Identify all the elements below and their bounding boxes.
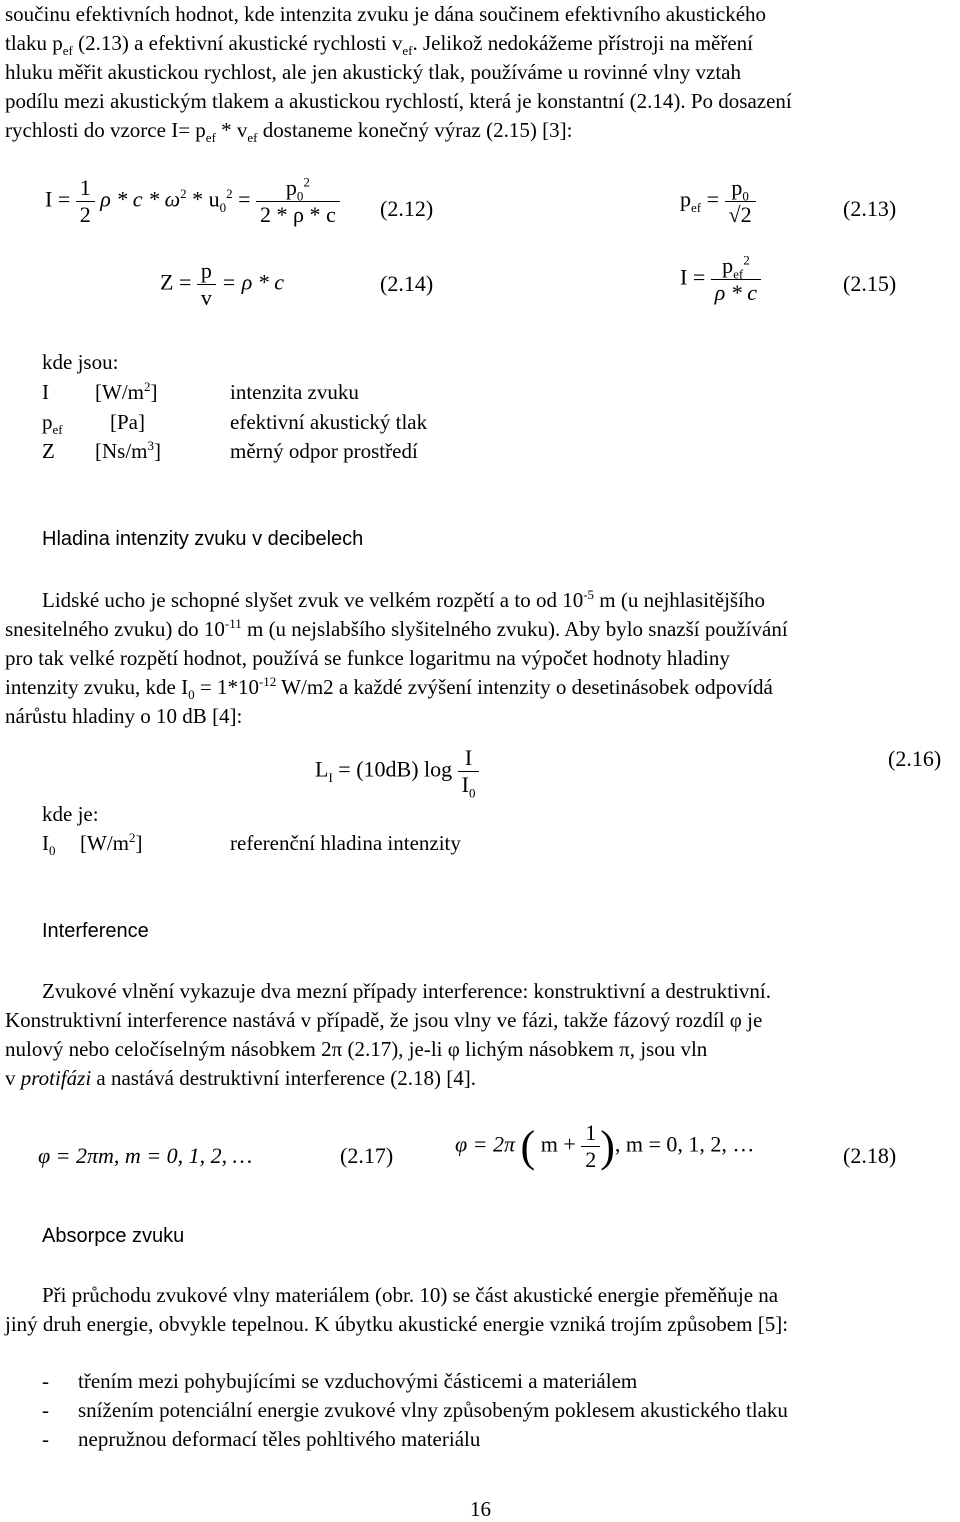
definition-description: měrný odpor prostředí [230, 439, 418, 463]
paragraph-line: Zvukové vlnění vykazuje dva mezní případy interference: konstruktivní a destruktivní. [42, 979, 771, 1003]
equation-2-18: φ = 2π ( m + $\frac{1}{2}$ ), m = 0, 1, 2, … [455, 1120, 755, 1172]
paragraph-line: v protifázi a nastává destruktivní interference (2.18) [4]. [5, 1066, 476, 1090]
definition-symbol: $p_{ef}$ [42, 410, 63, 438]
paragraph-line-1: součinu efektivních hodnot, kde intenzita zvuku je dána součinem efektivního akustického [5, 2, 767, 26]
bullet-item: nepružnou deformací těles pohltivého materiálu [78, 1427, 481, 1451]
paragraph-line: Lidské ucho je schopné slyšet zvuk ve velkém rozpětí a to od $10^{-5}$ m (u nejhlasitějšího [42, 587, 765, 612]
equation-2-17: φ = 2πm, m = 0, 1, 2, … [38, 1143, 253, 1168]
equation-label-2-14: (2.14) [380, 271, 434, 296]
equation-label-2-18: (2.18) [843, 1143, 897, 1168]
equation-2-15: I = $\frac{p_{ef}^2}{\rho * c}$ [680, 253, 761, 306]
paragraph-line-2: tlaku $p_{ef}$ (2.13) a efektivní akustické rychlosti $v_{ef}$. Jelikož nedokážeme přístroji na měření [5, 31, 754, 59]
section-heading-absorption: Absorpce zvuku [42, 1225, 185, 1247]
equation-label-2-17: (2.17) [340, 1143, 394, 1168]
definition-description: efektivní akustický tlak [230, 410, 428, 434]
paragraph-line: intenzity zvuku, kde $I_0 = 1*10^{-12}$ W/m2 a každé zvýšení intenzity o desetinásobek odpovídá [5, 674, 773, 703]
definition-symbol: I [42, 380, 49, 404]
definitions-heading: kde je: [42, 802, 99, 826]
definition-symbol: $I_0$ [42, 831, 56, 859]
equation-label-2-15: (2.15) [843, 271, 897, 296]
bullet-dash: - [42, 1427, 49, 1451]
definition-description: intenzita zvuku [230, 380, 359, 404]
equation-label-2-16: (2.16) [888, 746, 942, 771]
bullet-item: třením mezi pohybujícími se vzduchovými částicemi a materiálem [78, 1369, 638, 1393]
definition-unit: [Pa] [110, 410, 145, 434]
section-heading-intensity-level: Hladina intenzity zvuku v decibelech [42, 528, 364, 550]
section-heading-interference: Interference [42, 920, 149, 942]
bullet-item: snížením potenciální energie zvukové vlny způsobeným poklesem akustického tlaku [78, 1398, 788, 1422]
paragraph-line: snesitelného zvuku) do $10^{-11}$ m (u nejslabšího slyšitelného zvuku). Aby bylo snazší používání [5, 616, 788, 641]
definition-unit: $[W/m^2]$ [95, 379, 158, 404]
definition-description: referenční hladina intenzity [230, 831, 461, 855]
paragraph-line-4: podílu mezi akustickým tlakem a akustickou rychlostí, která je konstantní (2.14). Po dosazení [5, 89, 792, 113]
equation-2-14: Z = $\frac{p}{v}$ = ρ * c [160, 258, 285, 310]
equation-label-2-12: (2.12) [380, 196, 434, 221]
paragraph-line: pro tak velké rozpětí hodnot, používá se funkce logaritmu na výpočet hodnoty hladiny [5, 646, 730, 670]
paragraph-line: Konstruktivní interference nastává v případě, že jsou vlny ve fázi, takže fázový rozdíl φ je [5, 1008, 763, 1032]
paragraph-line-3: hluku měřit akustickou rychlost, ale jen akustický tlak, používáme u rovinné vlny vztah [5, 60, 741, 84]
definition-unit: $[Ns/m^3]$ [95, 438, 161, 463]
definitions-heading: kde jsou: [42, 350, 119, 374]
paragraph-line: Při průchodu zvukové vlny materiálem (obr. 10) se část akustické energie přeměňuje na [42, 1283, 779, 1307]
paragraph-line-5: rychlosti do vzorce $I= p_{ef} * v_{ef}$ dostaneme konečný výraz (2.15) [3]: [5, 118, 573, 146]
definition-unit: $[W/m^2]$ [80, 830, 143, 855]
page-number: 16 [470, 1497, 491, 1521]
paragraph-line: jiný druh energie, obvykle tepelnou. K úbytku akustické energie vzniká trojím způsobem [5]: [5, 1312, 789, 1336]
equation-2-12: I = $\frac{1}{2}$ ρ * c * $\omega^2 * u_0^2$ = $\frac{p_0^2}{2 * \rho * c}$ [45, 175, 340, 228]
definition-symbol: Z [42, 439, 55, 463]
equation-label-2-13: (2.13) [843, 196, 897, 221]
equation-2-16: $L_I = (10dB)$ log $\frac{I}{I_0}$ [315, 745, 479, 798]
equation-2-13: $p_{ef}$ = $\frac{p_0}{√2}$ [680, 175, 756, 228]
paragraph-line: nulový nebo celočíselným násobkem 2π (2.17), je-li φ lichým násobkem π, jsou vln [5, 1037, 708, 1061]
bullet-dash: - [42, 1398, 49, 1422]
paragraph-line: nárůstu hladiny o 10 dB [4]: [5, 704, 243, 728]
bullet-dash: - [42, 1369, 49, 1393]
